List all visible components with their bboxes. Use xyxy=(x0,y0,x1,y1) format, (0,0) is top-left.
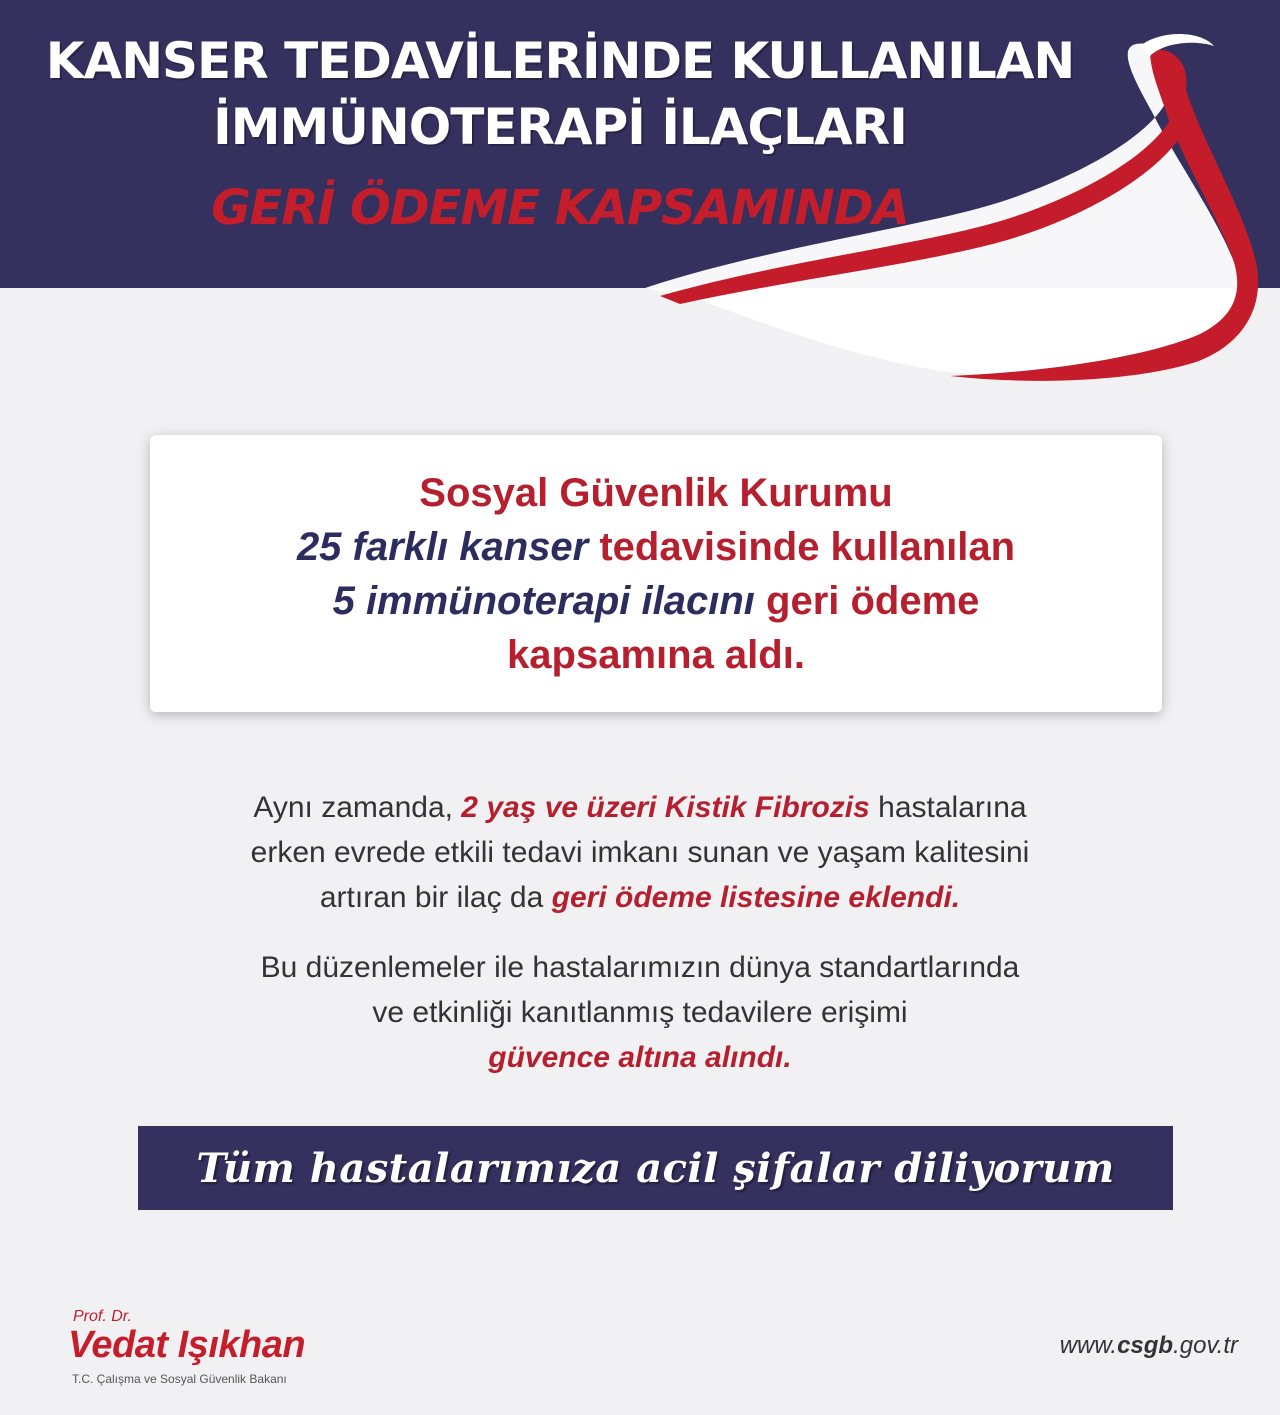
paragraph-standartlar xyxy=(80,945,1200,1080)
paragraph-1-line-3-emphasis: geri ödeme listesine eklendi. xyxy=(551,881,961,914)
card-line-3-emphasis: 5 immünoterapi ilacını xyxy=(332,578,755,623)
wishes-banner xyxy=(138,1126,1173,1210)
website-domain: csgb xyxy=(1117,1332,1174,1359)
card-line-4: kapsamına aldı. xyxy=(507,632,805,677)
paragraph-2-line-1: Bu düzenlemeler ile hastalarımızın dünya standartlarında xyxy=(260,951,1020,984)
page-subtitle: GERİ ÖDEME KAPSAMINDA xyxy=(211,180,909,236)
paragraph-2-line-3: güvence altına alındı. xyxy=(488,1041,792,1074)
page-title xyxy=(40,28,1080,160)
paragraph-1-emphasis: 2 yaş ve üzeri Kistik Fibrozis xyxy=(461,791,870,824)
website-prefix: www. xyxy=(1059,1332,1118,1359)
title-line-2: İMMÜNOTERAPİ İLAÇLARI xyxy=(213,98,907,156)
card-line-2 xyxy=(297,520,1015,574)
signature-role: T.C. Çalışma ve Sosyal Güvenlik Bakanı xyxy=(72,1372,287,1386)
card-line-2-rest: tedavisinde kullanılan xyxy=(588,524,1016,569)
paragraph-1-text: Aynı zamanda, xyxy=(253,791,462,824)
announcement-card xyxy=(150,435,1162,712)
signature-title: Prof. Dr. xyxy=(73,1308,132,1325)
title-line-1: KANSER TEDAVİLERİNDE KULLANILAN xyxy=(45,32,1075,90)
paragraph-2-line-2: ve etkinliği kanıtlanmış tedavilere erişimi xyxy=(372,996,908,1029)
paragraph-1-line-1 xyxy=(80,785,1200,830)
website-suffix: .gov.tr xyxy=(1173,1332,1238,1359)
paragraph-1-line-2: erken evrede etkili tedavi imkanı sunan ve yaşam kalitesini xyxy=(250,836,1030,869)
card-line-2-emphasis: 25 farklı kanser xyxy=(296,524,589,569)
card-line-1: Sosyal Güvenlik Kurumu xyxy=(419,470,893,515)
banner-text: Tüm hastalarımıza acil şifalar diliyorum xyxy=(196,1144,1115,1192)
signature-name: Vedat Işıkhan xyxy=(68,1324,306,1366)
paragraph-kistik-fibrozis xyxy=(80,785,1200,920)
card-line-3 xyxy=(333,574,980,628)
paragraph-1-line-3-text: artıran bir ilaç da xyxy=(319,881,552,914)
paragraph-1-text-end: hastalarına xyxy=(869,791,1027,824)
card-line-3-rest: geri ödeme xyxy=(754,578,980,623)
website-link[interactable] xyxy=(1060,1332,1238,1360)
paragraph-1-line-3 xyxy=(80,875,1200,920)
